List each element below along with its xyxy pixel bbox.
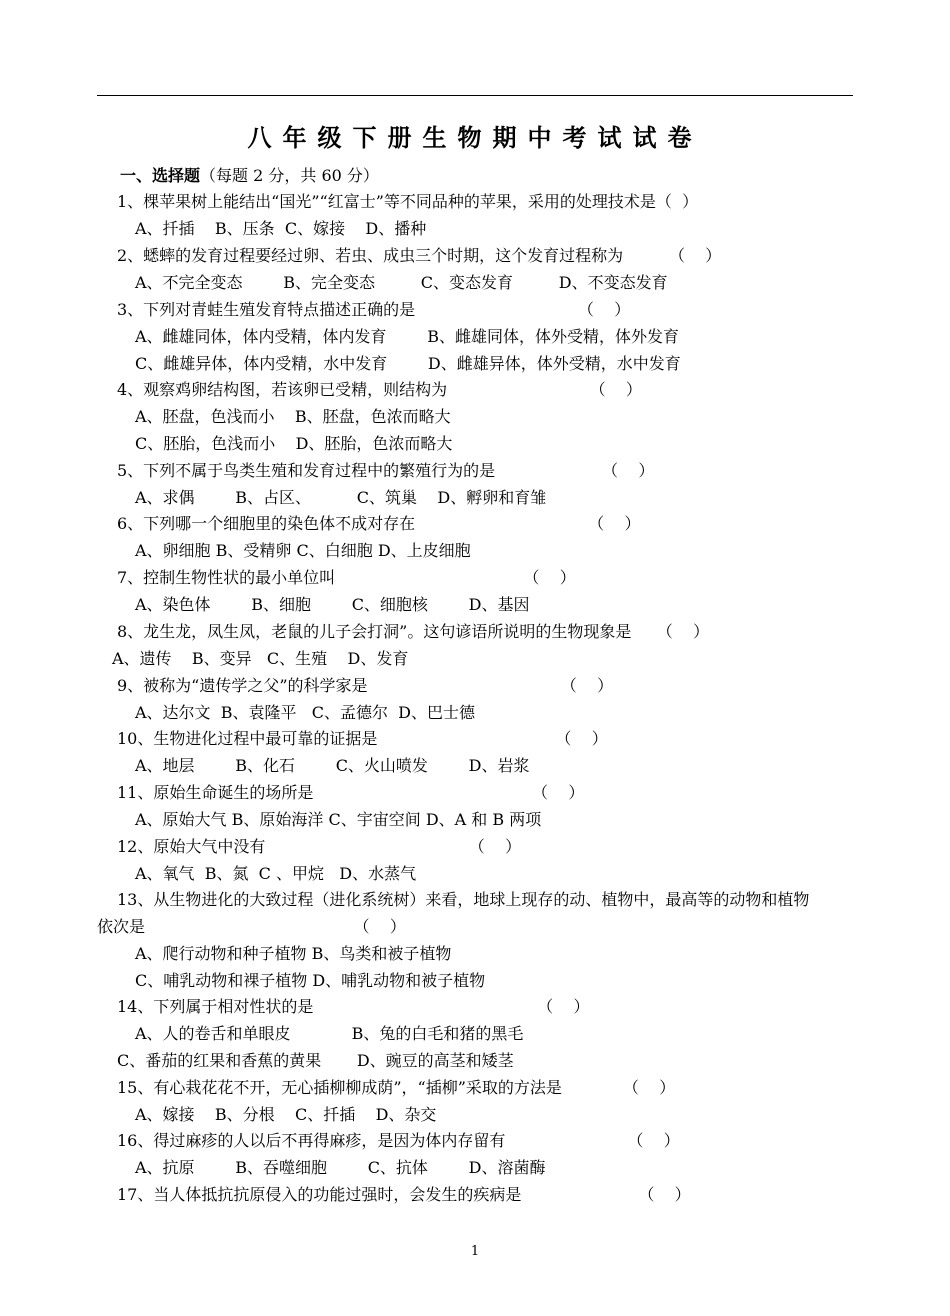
question-line: 6、下列哪一个细胞里的染色体不成对存在 （ ） <box>117 514 641 533</box>
question-line: A、人的卷舌和单眼皮 B、兔的白毛和猪的黑毛 <box>135 1024 524 1043</box>
question-line: A、雌雄同体，体内受精，体内发育 B、雌雄同体，体外受精，体外发育 <box>135 327 680 346</box>
question-line: A、不完全变态 B、完全变态 C、变态发育 D、不变态发育 <box>135 273 668 292</box>
question-line: 17、当人体抵抗抗原侵入的功能过强时，会发生的疾病是 （ ） <box>117 1185 691 1204</box>
page-number: 1 <box>470 1244 480 1259</box>
question-line: C、雌雄异体，体内受精，水中发育 D、雌雄异体，体外受精，水中发育 <box>135 354 681 373</box>
question-line: 4、观察鸡卵结构图，若该卵已受精，则结构为 （ ） <box>117 380 642 399</box>
question-line: 16、得过麻疹的人以后不再得麻疹，是因为体内存留有 （ ） <box>117 1131 680 1150</box>
question-line: 3、下列对青蛙生殖发育特点描述正确的是 （ ） <box>117 300 631 319</box>
question-line: A、原始大气 B、原始海洋 C、宇宙空间 D、A 和 B 两项 <box>135 810 542 829</box>
question-line: 5、下列不属于鸟类生殖和发育过程中的繁殖行为的是 （ ） <box>117 461 655 480</box>
question-line: A、氧气 B、氮 C 、甲烷 D、水蒸气 <box>135 864 417 883</box>
section-heading <box>120 166 379 186</box>
question-line: 12、原始大气中没有 （ ） <box>117 837 522 856</box>
question-line: 8、龙生龙，凤生凤，老鼠的儿子会打洞”。这句谚语所说明的生物现象是 （ ） <box>117 622 710 641</box>
header-rule <box>97 95 853 96</box>
question-line: A、地层 B、化石 C、火山喷发 D、岩浆 <box>135 756 530 775</box>
exam-title: 八年级下册生物期中考试试卷 <box>247 123 703 152</box>
question-line: A、抗原 B、吞噬细胞 C、抗体 D、溶菌酶 <box>135 1158 546 1177</box>
question-line: 9、被称为“遗传学之父”的科学家是 （ ） <box>117 676 614 695</box>
question-line: A、染色体 B、细胞 C、细胞核 D、基因 <box>135 595 530 614</box>
question-line: 13、从生物进化的大致过程（进化系统树）来看，地球上现存的动、植物中，最高等的动物和植物 <box>117 890 810 909</box>
question-line: A、扦插 B、压条 C、嫁接 D、播种 <box>135 219 427 238</box>
question-line: 11、原始生命诞生的场所是 （ ） <box>117 783 585 802</box>
question-line: C、胚胎，色浅而小 D、胚胎，色浓而略大 <box>135 434 453 453</box>
question-line: 2、蟋蟀的发育过程要经过卵、若虫、成虫三个时期，这个发育过程称为 （ ） <box>117 246 722 265</box>
question-line: A、嫁接 B、分根 C、扦插 D、杂交 <box>135 1105 437 1124</box>
question-line: A、胚盘，色浅而小 B、胚盘，色浓而略大 <box>135 407 451 426</box>
question-line: A、爬行动物和种子植物 B、鸟类和被子植物 <box>135 944 452 963</box>
section-note: （每题 2 分，共 60 分） <box>200 166 379 185</box>
question-line: A、卵细胞 B、受精卵 C、白细胞 D、上皮细胞 <box>135 541 471 560</box>
question-line: 1、棵苹果树上能结出“国光”“红富士”等不同品种的苹果，采用的处理技术是（ ） <box>117 192 699 211</box>
question-line: C、哺乳动物和裸子植物 D、哺乳动物和被子植物 <box>135 971 486 990</box>
question-line: C、番茄的红果和香蕉的黄果 D、豌豆的高茎和矮茎 <box>117 1051 514 1070</box>
question-line: A、求偶 B、占区、 C、筑巢 D、孵卵和育雏 <box>135 488 547 507</box>
question-line: 依次是 （ ） <box>97 917 406 936</box>
question-line: 10、生物进化过程中最可靠的证据是 （ ） <box>117 729 608 748</box>
question-line: 14、下列属于相对性状的是 （ ） <box>117 997 590 1016</box>
question-line: A、遗传 B、变异 C、生殖 D、发育 <box>112 649 409 668</box>
section-label: 一、选择题 <box>120 166 201 185</box>
question-line: 7、控制生物性状的最小单位叫 （ ） <box>117 568 576 587</box>
question-line: A、达尔文 B、袁隆平 C、孟德尔 D、巴士德 <box>135 703 475 722</box>
question-line: 15、有心栽花花不开，无心插柳柳成荫”，“插柳”采取的方法是 （ ） <box>117 1078 676 1097</box>
